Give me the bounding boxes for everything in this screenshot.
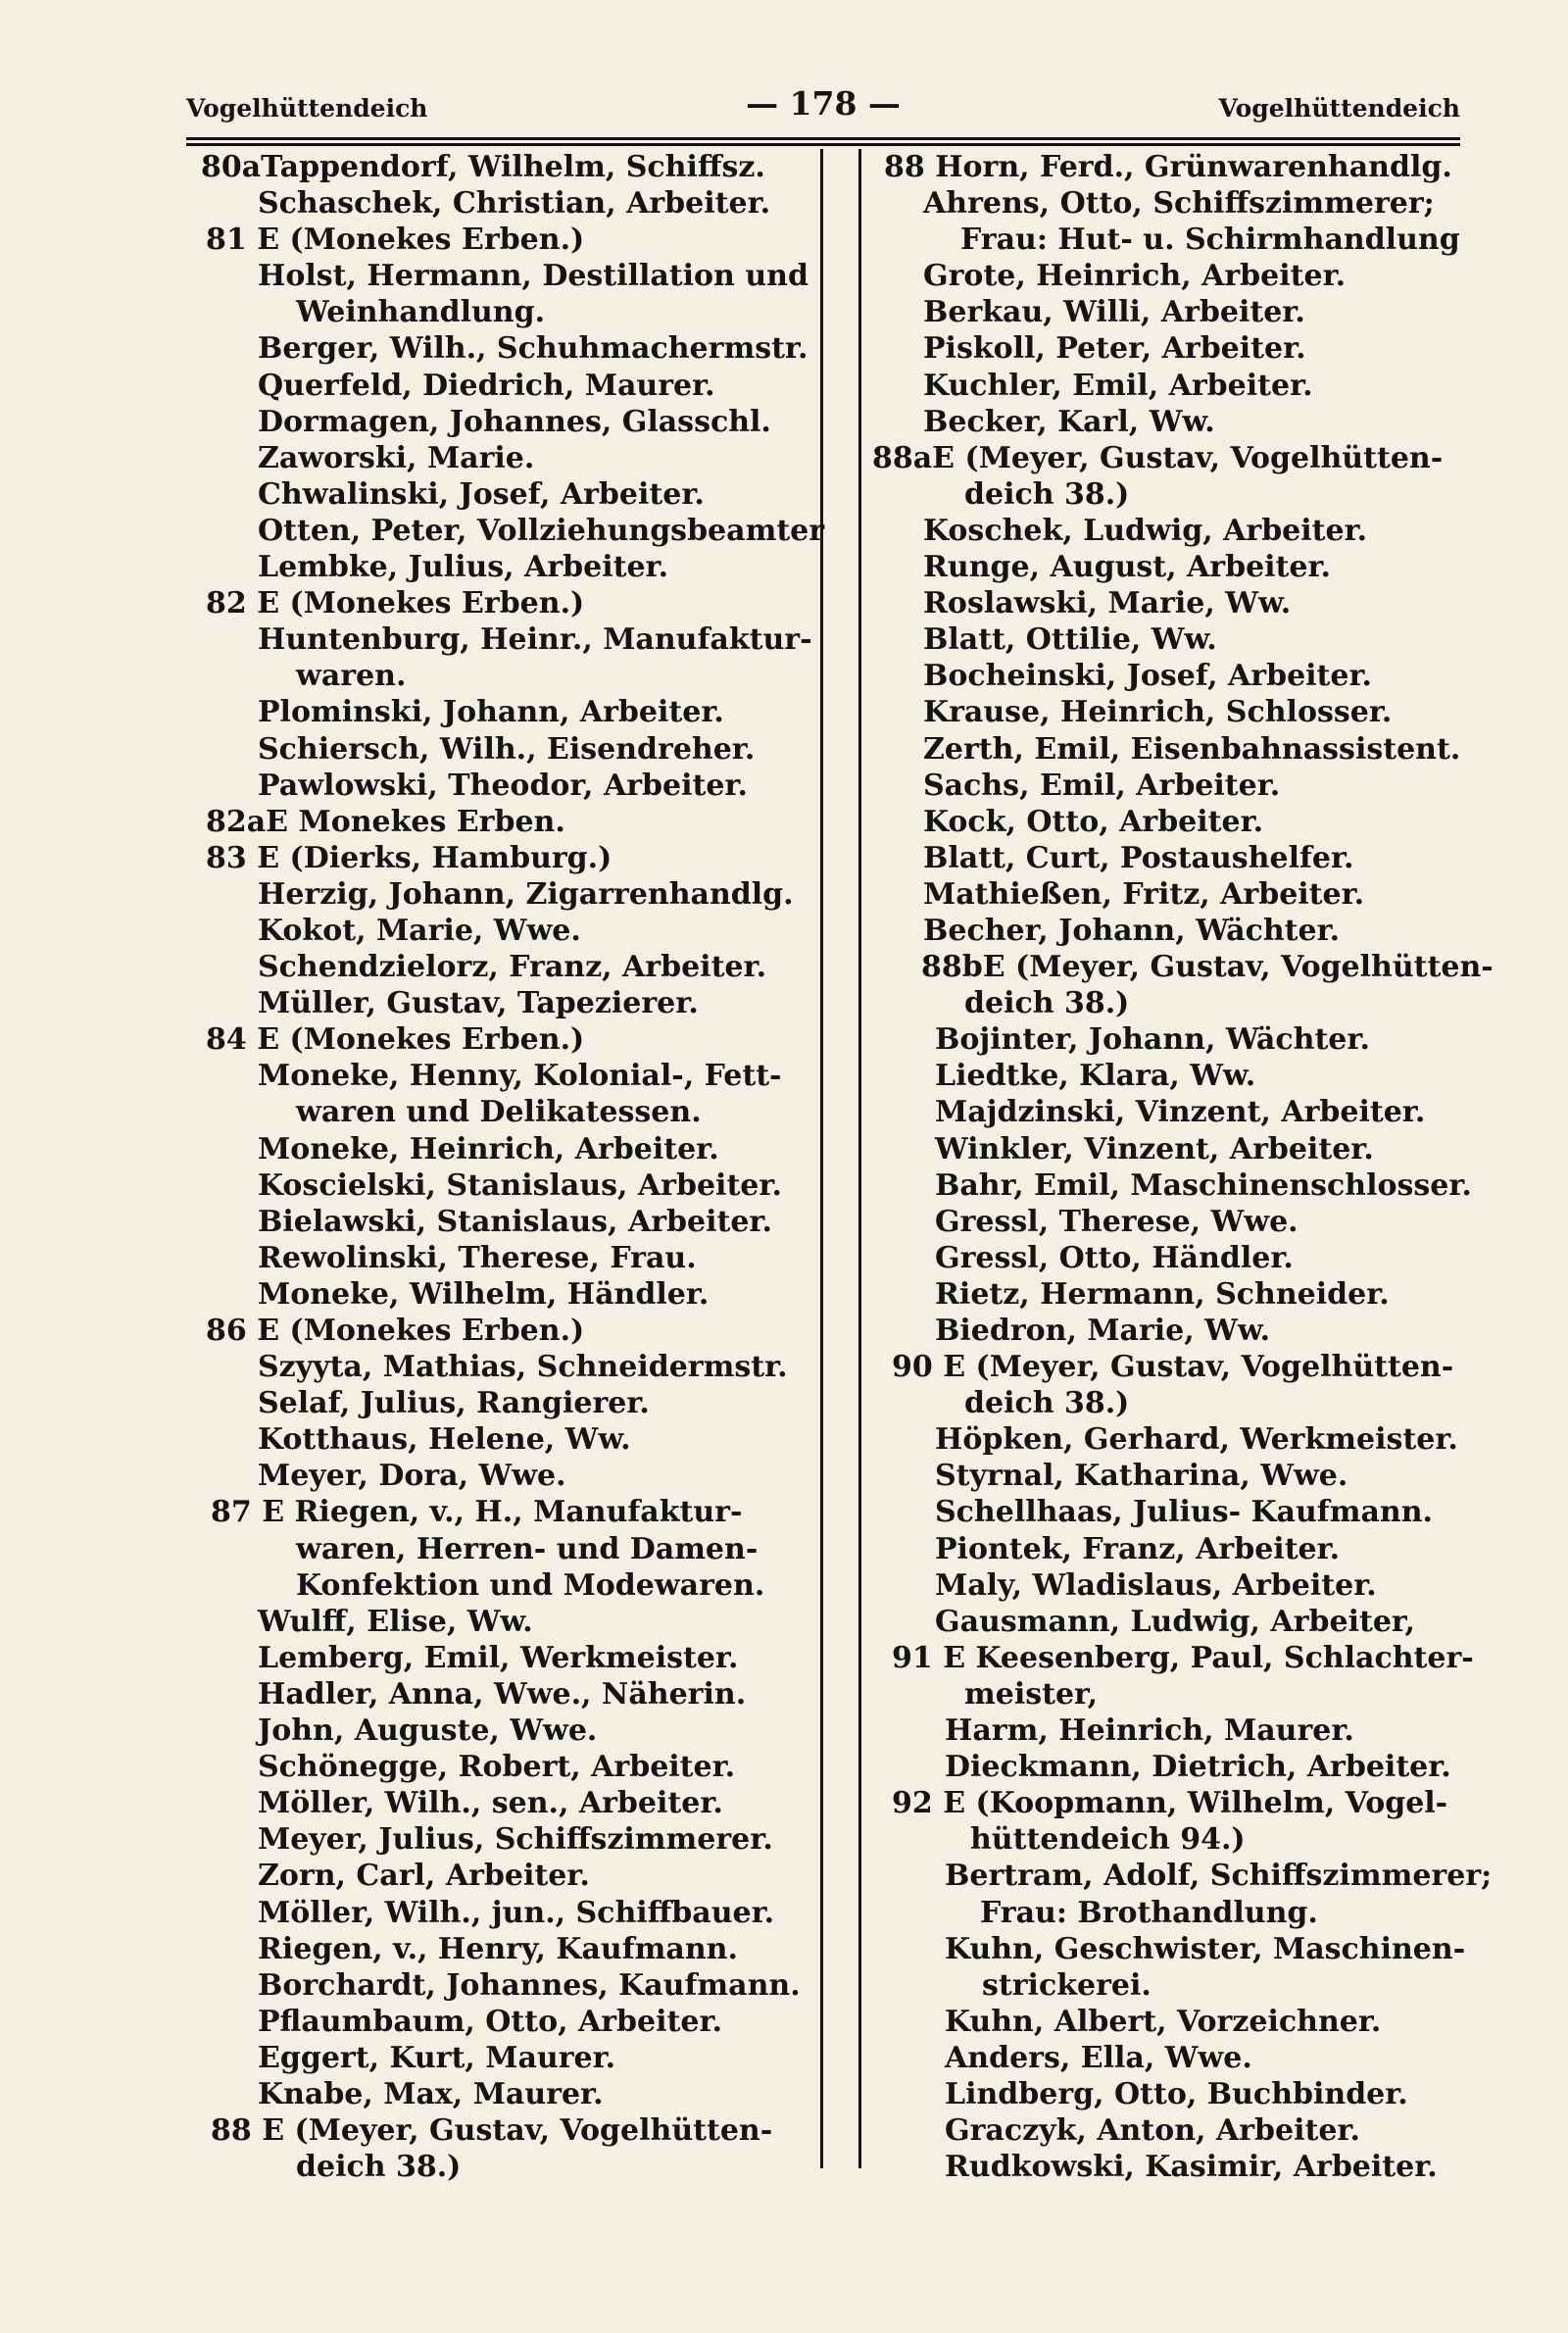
directory-line: Graczyk, Anton, Arbeiter. xyxy=(945,2113,1360,2149)
directory-line: Müller, Gustav, Tapezierer. xyxy=(258,986,699,1021)
directory-line: Meyer, Dora, Wwe. xyxy=(258,1459,566,1494)
directory-line: Blatt, Ottilie, Ww. xyxy=(923,622,1217,658)
directory-line: Pflaumbaum, Otto, Arbeiter. xyxy=(258,2004,722,2039)
running-head-right: Vogelhüttendeich xyxy=(1218,94,1460,123)
directory-line: Zerth, Emil, Eisenbahnassistent. xyxy=(923,731,1461,767)
directory-line: Kuchler, Emil, Arbeiter. xyxy=(923,368,1313,403)
directory-line: Konfektion und Modewaren. xyxy=(296,1567,765,1603)
directory-line: Blatt, Curt, Postaushelfer. xyxy=(923,840,1354,875)
directory-line: Höpken, Gerhard, Werkmeister. xyxy=(935,1422,1458,1458)
directory-line: Harm, Heinrich, Maurer. xyxy=(945,1713,1354,1749)
directory-line: Piskoll, Peter, Arbeiter. xyxy=(923,331,1306,367)
directory-line: Dieckmann, Dietrich, Arbeiter. xyxy=(945,1750,1451,1785)
page-header xyxy=(186,84,1460,133)
directory-line: Riegen, v., Henry, Kaufmann. xyxy=(258,1931,738,1966)
directory-line: Becher, Johann, Wächter. xyxy=(923,913,1341,948)
directory-line: Plominski, Johann, Arbeiter. xyxy=(258,695,724,730)
directory-line: 88 Horn, Ferd., Grünwarenhandlg. xyxy=(884,150,1452,184)
directory-line: Schellhaas, Julius- Kaufmann. xyxy=(935,1495,1433,1530)
directory-line: 82 E (Monekes Erben.) xyxy=(206,586,585,621)
directory-line: deich 38.) xyxy=(296,2150,462,2185)
directory-line: Zorn, Carl, Arbeiter. xyxy=(258,1859,590,1894)
left-column xyxy=(0,149,825,2185)
directory-line: Liedtke, Klara, Ww. xyxy=(935,1059,1256,1094)
directory-line: 84 E (Monekes Erben.) xyxy=(206,1022,585,1058)
directory-line: 90 E (Meyer, Gustav, Vogelhütten- xyxy=(892,1350,1454,1385)
directory-line: Lemberg, Emil, Werkmeister. xyxy=(258,1640,739,1675)
directory-line: Möller, Wilh., sen., Arbeiter. xyxy=(258,1786,723,1821)
running-head-left: Vogelhüttendeich xyxy=(186,94,428,123)
directory-line: Piontek, Franz, Arbeiter. xyxy=(935,1531,1341,1566)
directory-line: Hadler, Anna, Wwe., Näherin. xyxy=(258,1676,747,1712)
directory-line: Querfeld, Diedrich, Maurer. xyxy=(258,368,715,403)
directory-line: Winkler, Vinzent, Arbeiter. xyxy=(935,1131,1374,1166)
directory-line: Zaworski, Marie. xyxy=(258,440,535,475)
directory-line: Schiersch, Wilh., Eisendreher. xyxy=(258,731,756,767)
directory-line: hüttendeich 94.) xyxy=(970,1822,1246,1858)
directory-line: Möller, Wilh., jun., Schiffbauer. xyxy=(258,1895,775,1930)
directory-line: Kock, Otto, Arbeiter. xyxy=(923,804,1264,839)
directory-line: Gressl, Otto, Händler. xyxy=(935,1240,1294,1275)
directory-line: Ahrens, Otto, Schiffszimmerer; xyxy=(923,186,1435,222)
directory-line: John, Auguste, Wwe. xyxy=(258,1713,598,1749)
directory-line: 91 E Keesenberg, Paul, Schlachter- xyxy=(892,1640,1474,1675)
directory-line: Krause, Heinrich, Schlosser. xyxy=(923,695,1393,730)
directory-line: Herzig, Johann, Zigarrenhandlg. xyxy=(258,876,794,912)
directory-line: Mathießen, Fritz, Arbeiter. xyxy=(923,876,1365,912)
directory-line: Berger, Wilh., Schuhmachermstr. xyxy=(258,331,808,367)
header-rule-bottom xyxy=(186,143,1460,146)
directory-line: Koschek, Ludwig, Arbeiter. xyxy=(923,513,1368,548)
directory-line: waren und Delikatessen. xyxy=(296,1095,702,1130)
directory-line: waren. xyxy=(296,659,407,694)
directory-line: 81 E (Monekes Erben.) xyxy=(206,223,585,258)
directory-line: Dormagen, Johannes, Glasschl. xyxy=(258,404,771,439)
directory-line: Frau: Hut- u. Schirmhandlung xyxy=(960,223,1460,258)
directory-line: Schendzielorz, Franz, Arbeiter. xyxy=(258,950,767,985)
directory-line: 88bE (Meyer, Gustav, Vogelhütten- xyxy=(921,950,1494,985)
directory-line: Selaf, Julius, Rangierer. xyxy=(258,1386,650,1421)
column-divider-left xyxy=(820,149,823,2168)
directory-line: Moneke, Heinrich, Arbeiter. xyxy=(258,1131,719,1166)
directory-line: Roslawski, Marie, Ww. xyxy=(923,586,1292,621)
directory-line: Rudkowski, Kasimir, Arbeiter. xyxy=(945,2150,1438,2185)
directory-line: Moneke, Henny, Kolonial-, Fett- xyxy=(258,1059,782,1094)
directory-line: Weinhandlung. xyxy=(296,295,546,330)
directory-line: 92 E (Koopmann, Wilhelm, Vogel- xyxy=(892,1786,1448,1821)
directory-line: deich 38.) xyxy=(964,986,1130,1021)
directory-line: Huntenburg, Heinr., Manufaktur- xyxy=(258,622,812,658)
directory-line: Maly, Wladislaus, Arbeiter. xyxy=(935,1567,1377,1603)
directory-line: Lindberg, Otto, Buchbinder. xyxy=(945,2076,1408,2111)
directory-line: Rewolinski, Therese, Frau. xyxy=(258,1240,697,1275)
directory-line: 87 E Riegen, v., H., Manufaktur- xyxy=(211,1495,743,1530)
directory-line: deich 38.) xyxy=(964,476,1130,512)
directory-line: Bahr, Emil, Maschinenschlosser. xyxy=(935,1167,1472,1203)
directory-line: Kuhn, Geschwister, Maschinen- xyxy=(945,1931,1466,1966)
directory-line: Pawlowski, Theodor, Arbeiter. xyxy=(258,768,748,803)
directory-line: Runge, August, Arbeiter. xyxy=(923,550,1332,585)
column-divider-right xyxy=(858,149,861,2168)
directory-line: Borchardt, Johannes, Kaufmann. xyxy=(258,1967,801,2003)
directory-line: 86 E (Monekes Erben.) xyxy=(206,1314,585,1348)
directory-line: Rietz, Hermann, Schneider. xyxy=(935,1276,1390,1312)
directory-line: 82aE Monekes Erben. xyxy=(206,804,565,839)
directory-line: Biedron, Marie, Ww. xyxy=(935,1314,1271,1348)
directory-line: 88aE (Meyer, Gustav, Vogelhütten- xyxy=(872,440,1444,475)
directory-line: Bojinter, Johann, Wächter. xyxy=(935,1022,1370,1058)
directory-line: Koscielski, Stanislaus, Arbeiter. xyxy=(258,1167,782,1203)
page-number: — 178 — xyxy=(746,84,901,123)
directory-line: Anders, Ella, Wwe. xyxy=(945,2040,1252,2075)
directory-line: waren, Herren- und Damen- xyxy=(296,1531,759,1566)
directory-line: Grote, Heinrich, Arbeiter. xyxy=(923,259,1347,294)
directory-line: Lembke, Julius, Arbeiter. xyxy=(258,550,669,585)
directory-line: Gressl, Therese, Wwe. xyxy=(935,1204,1298,1239)
directory-line: Schaschek, Christian, Arbeiter. xyxy=(258,186,771,222)
directory-line: Frau: Brothandlung. xyxy=(980,1895,1318,1930)
directory-line: 88 E (Meyer, Gustav, Vogelhütten- xyxy=(211,2113,773,2149)
directory-line: Becker, Karl, Ww. xyxy=(923,404,1215,439)
directory-line: deich 38.) xyxy=(964,1386,1130,1421)
directory-line: Kuhn, Albert, Vorzeichner. xyxy=(945,2004,1382,2039)
directory-line: Bertram, Adolf, Schiffszimmerer; xyxy=(945,1859,1493,1894)
directory-line: 83 E (Dierks, Hamburg.) xyxy=(206,840,612,875)
directory-line: Chwalinski, Josef, Arbeiter. xyxy=(258,476,705,512)
directory-line: meister, xyxy=(964,1676,1099,1712)
directory-line: Berkau, Willi, Arbeiter. xyxy=(923,295,1305,330)
directory-line: Styrnal, Katharina, Wwe. xyxy=(935,1459,1348,1494)
directory-line: Wulff, Elise, Ww. xyxy=(258,1604,533,1639)
directory-line: Bocheinski, Josef, Arbeiter. xyxy=(923,659,1372,694)
directory-line: Gausmann, Ludwig, Arbeiter, xyxy=(935,1604,1415,1639)
directory-line: Kotthaus, Helene, Ww. xyxy=(258,1422,631,1458)
header-rule-top xyxy=(186,137,1460,140)
directory-line: Bielawski, Stanislaus, Arbeiter. xyxy=(258,1204,772,1239)
directory-line: strickerei. xyxy=(982,1967,1152,2003)
directory-line: 80aTappendorf, Wilhelm, Schiffsz. xyxy=(201,150,765,184)
directory-line: Eggert, Kurt, Maurer. xyxy=(258,2040,616,2075)
directory-line: Knabe, Max, Maurer. xyxy=(258,2076,604,2111)
directory-line: Kokot, Marie, Wwe. xyxy=(258,913,581,948)
directory-line: Otten, Peter, Vollziehungsbeamter xyxy=(258,513,825,548)
directory-line: Holst, Hermann, Destillation und xyxy=(258,259,808,294)
directory-line: Moneke, Wilhelm, Händler. xyxy=(258,1276,710,1312)
directory-line: Sachs, Emil, Arbeiter. xyxy=(923,768,1281,803)
directory-line: Meyer, Julius, Schiffszimmerer. xyxy=(258,1822,773,1858)
right-column xyxy=(862,149,1568,2185)
directory-line: Szyyta, Mathias, Schneidermstr. xyxy=(258,1350,788,1385)
directory-line: Majdzinski, Vinzent, Arbeiter. xyxy=(935,1095,1426,1130)
directory-line: Schönegge, Robert, Arbeiter. xyxy=(258,1750,736,1785)
